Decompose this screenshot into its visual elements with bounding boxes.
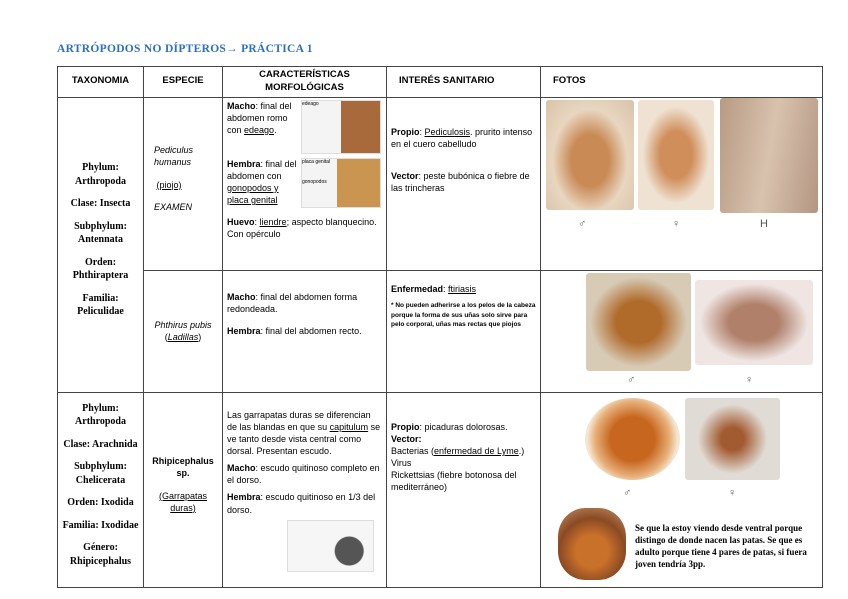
header-fotos: FOTOS xyxy=(541,67,823,98)
sanitary-cell xyxy=(387,392,541,587)
sanitary-cell: Propio: Pediculosis. prurito intenso en el cuero cabelludo Vector: peste bubónica o fiebre de las trincheras xyxy=(387,97,541,270)
species-name: Phthirus pubis xyxy=(154,319,212,330)
taxon-orden: Orden: Phthiraptera xyxy=(72,256,129,282)
crab-louse-female-photo xyxy=(695,280,813,365)
macho-text: : final del abdomen forma redondeada. xyxy=(227,291,358,314)
lyme-term: enfermedad de Lyme xyxy=(434,445,519,456)
male-symbol-icon: ♂ xyxy=(623,487,632,499)
macho-text: : escudo quitinoso completo en el dorso. xyxy=(227,463,380,486)
enfermedad-label: Enfermedad xyxy=(391,283,444,294)
intro-text: Las garrapatas duras se diferencian de las blandas en que su xyxy=(227,409,371,432)
hembra-label: Hembra xyxy=(227,492,261,503)
macho-label: Macho xyxy=(227,463,256,474)
common-name: (Garrapatas duras) xyxy=(158,490,208,513)
female-symbol-icon: ♀ xyxy=(672,218,681,230)
female-abdomen-figure xyxy=(301,158,381,208)
taxonomy-cell xyxy=(58,97,144,392)
edeago-term: edeago xyxy=(244,124,275,135)
taxon-familia: Familia: Ixodidae xyxy=(62,519,139,531)
propio-text: . prurito intenso en el cuero cabelludo xyxy=(391,126,533,149)
taxon-phylum: Phylum: Arthropoda xyxy=(75,162,126,187)
propio-label: Propio xyxy=(391,126,420,137)
taxon-subphylum: Subphylum: Chelicerata xyxy=(74,461,127,486)
vector-text: : peste bubónica o fiebre de las trincheras xyxy=(391,170,530,194)
intro-text: se ve tanto desde vista central como dorsal. Presentan escudo. xyxy=(227,421,381,457)
header-taxonomia: TAXONOMIA xyxy=(58,67,144,98)
hembra-text: : escudo quitinoso en 1/3 del dorso. xyxy=(227,492,376,515)
rickettsias-text: Rickettsias (fiebre botonosa del mediterráneo) xyxy=(391,470,517,493)
header-especie: ESPECIE xyxy=(144,67,223,98)
egg-label: H xyxy=(760,218,768,230)
species-cell xyxy=(144,392,223,587)
figure-label: placa genital xyxy=(302,158,331,165)
macho-label: Macho xyxy=(227,291,256,302)
huevo-label: Huevo xyxy=(227,216,255,227)
figure-label: edeago xyxy=(302,100,319,107)
taxon-clase: Clase: Arachnida xyxy=(63,438,138,450)
hembra-label: Hembra xyxy=(227,158,261,169)
macho-label: Macho xyxy=(227,100,256,111)
hembra-label: Hembra xyxy=(227,325,261,336)
tick-ventral-photo xyxy=(558,508,626,580)
taxon-phylum: Phylum: Arthropoda xyxy=(75,402,126,428)
hembra-text: : final del abdomen con xyxy=(227,158,297,181)
common-name: (piojo) xyxy=(156,179,182,190)
louse-female-photo xyxy=(638,100,714,210)
species-cell: Phthirus pubis (Ladillas) xyxy=(144,270,223,392)
morphology-cell xyxy=(223,270,387,392)
taxonomy-cell xyxy=(58,392,144,587)
species-name: Pediculus humanus xyxy=(154,145,194,168)
hembra-text: : final del abdomen recto. xyxy=(260,325,362,336)
header-interes: INTERÉS SANITARIO xyxy=(387,67,541,98)
morphology-cell xyxy=(223,392,387,587)
species-cell xyxy=(144,97,223,270)
female-symbol-icon: ♀ xyxy=(728,487,737,499)
female-symbol-icon: ♀ xyxy=(745,374,754,386)
taxon-familia: Familia: Peliculidae xyxy=(77,292,124,318)
tick-female-photo xyxy=(685,398,780,480)
pediculosis-term: Pediculosis xyxy=(424,126,471,137)
morphology-cell: Macho: final del abdomen romo con edeago. edeago Hembra: final del abdomen con gonopodos y placa genital placa genital gonopodos Huevo: liendre; aspecto blanquecino. Con opérculo xyxy=(223,97,387,270)
crab-louse-male-photo xyxy=(586,273,691,371)
header-caracteristicas: CARACTERÍSTICAS MORFOLÓGICAS xyxy=(223,67,387,98)
page-title: ARTRÓPODOS NO DÍPTEROS→ PRÁCTICA 1 xyxy=(57,43,313,55)
common-name: Ladillas xyxy=(167,332,199,343)
taxon-orden: Orden: Ixodida xyxy=(67,497,134,509)
male-symbol-icon: ♂ xyxy=(627,374,636,386)
liendre-term: liendre xyxy=(259,216,287,227)
note-text: * No pueden adherirse a los pelos de la cabeza porque la forma de sus uñas solo sirve para pelo corporal, uñas mas rectas que piojos xyxy=(391,301,536,329)
bact-text: Bacterias ( xyxy=(391,445,435,456)
vector-label: Vector: xyxy=(391,433,422,444)
gonopodos-term: gonopodos y placa genital xyxy=(227,182,279,206)
ftiriasis-term: ftiriasis xyxy=(448,283,477,294)
vector-label: Vector xyxy=(391,170,419,181)
taxon-clase: Clase: Insecta xyxy=(70,198,131,210)
propio-label: Propio xyxy=(391,421,420,432)
taxon-genero: Género: Rhipicephalus xyxy=(69,542,132,567)
sanitary-cell: Enfermedad: ftiriasis * No pueden adherirse a los pelos de la cabeza porque la forma de sus uñas solo sirve para pelo corporal, uñas mas rectas que piojos xyxy=(387,270,541,392)
tick-note: Se que la estoy viendo desde ventral porque distingo de donde nacen las patas. Se que es adulto porque tiene 4 pares de patas, si fuera joven tendría 3pp. xyxy=(635,523,807,570)
virus-text: Virus xyxy=(391,458,412,469)
tick-male-photo xyxy=(585,398,680,480)
propio-text: : picaduras dolorosas. xyxy=(419,421,508,432)
louse-egg-photo xyxy=(720,98,818,213)
male-abdomen-figure xyxy=(301,100,381,154)
male-symbol-icon: ♂ xyxy=(578,218,587,230)
louse-male-photo xyxy=(546,100,634,210)
taxon-subphylum: Subphylum: Antennata xyxy=(74,220,127,246)
tick-drawing-figure xyxy=(287,520,374,572)
exam-label: EXAMEN xyxy=(154,201,193,212)
capitulum-term: capitulum xyxy=(329,421,369,432)
huevo-text: ; aspecto blanquecino. Con opérculo xyxy=(227,216,377,239)
table-header-row xyxy=(58,67,823,98)
figure-label: gonopodos xyxy=(302,178,327,185)
punct: . xyxy=(274,124,277,135)
bact-text: .) xyxy=(518,445,525,456)
macho-text: : final del abdomen romo con xyxy=(227,100,292,135)
species-name: Rhipicephalus sp. xyxy=(152,456,214,479)
